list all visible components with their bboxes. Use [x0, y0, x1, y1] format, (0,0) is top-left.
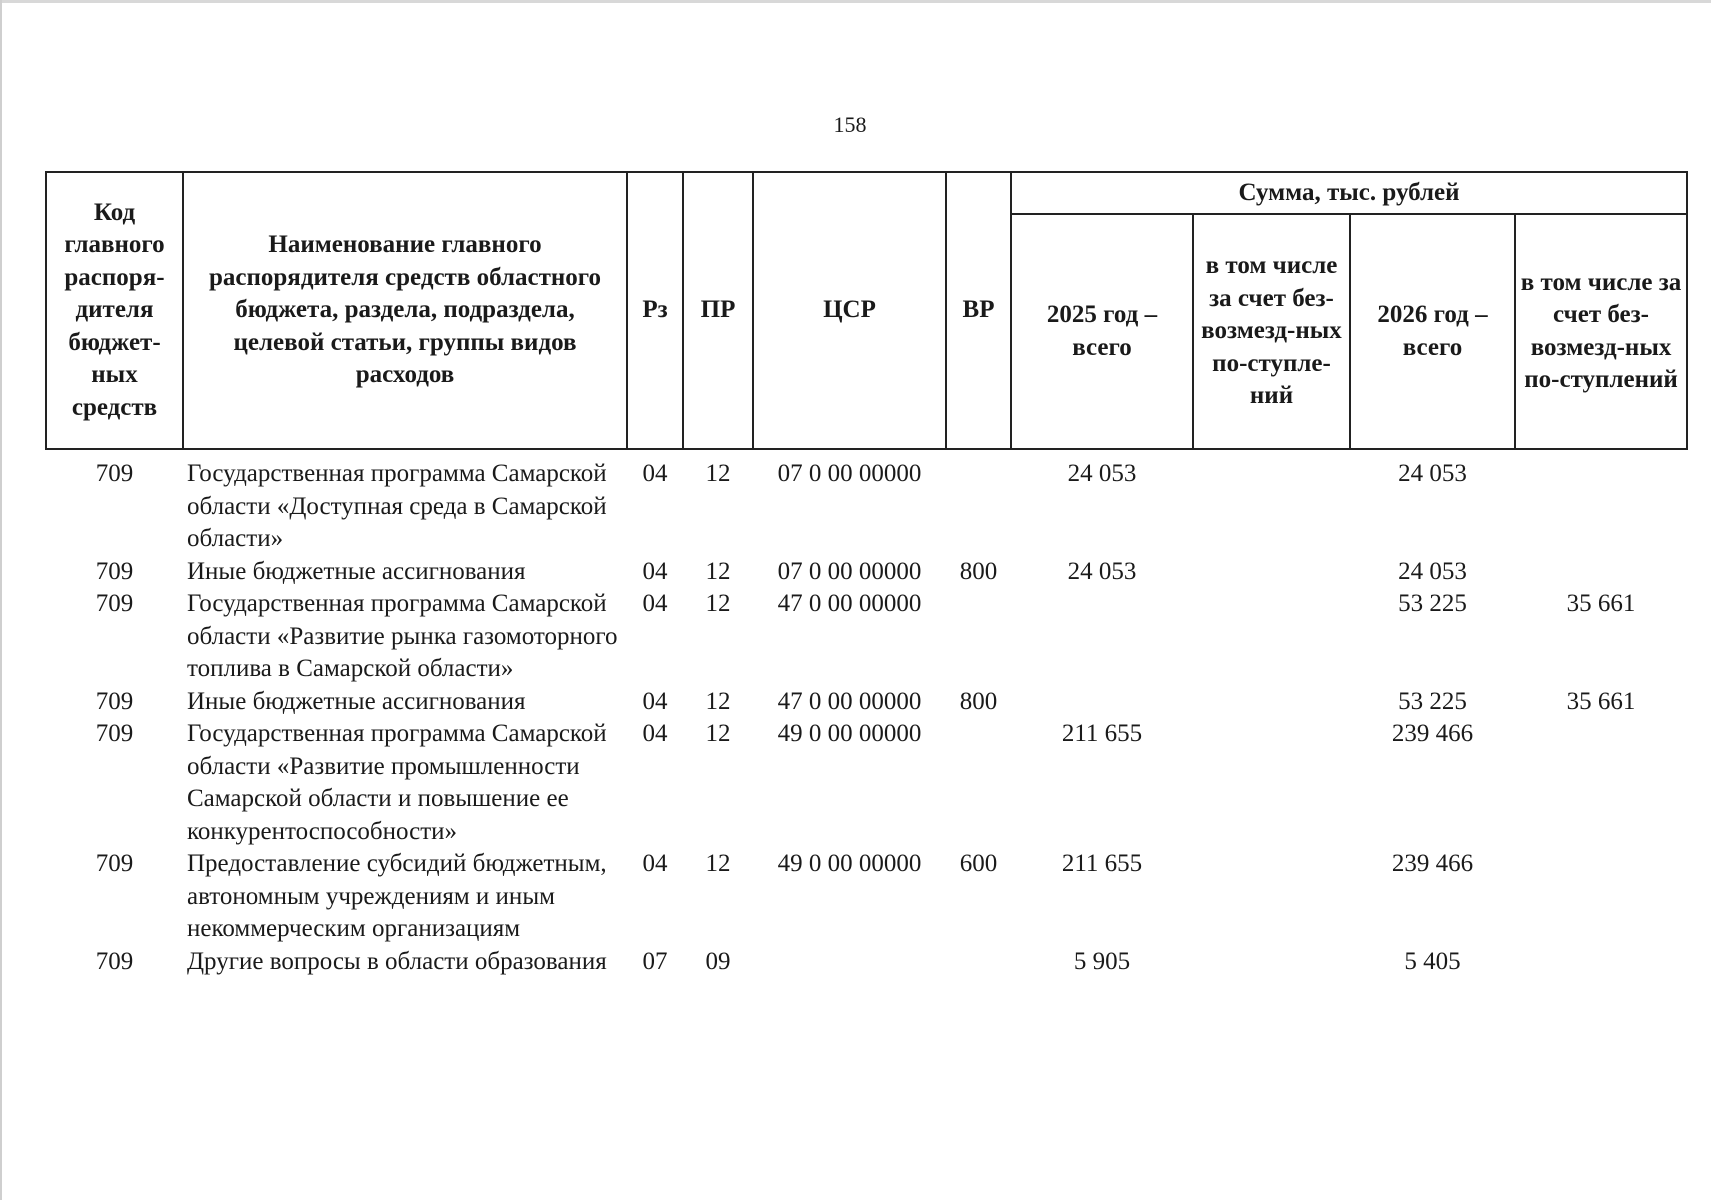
page-edge [0, 0, 2, 1200]
header-2025-grants: в том числе за счет без-возмезд-ных по-ступле-ний [1193, 214, 1350, 449]
cell-pr: 12 [705, 460, 731, 487]
cell-vr [946, 946, 1011, 979]
cell-2025-grants [1193, 686, 1350, 719]
cell-2026-grants [1515, 718, 1687, 848]
cell-code: 709 [95, 947, 134, 975]
page-edge [0, 0, 1711, 3]
cell-2026-total: 53 225 [1398, 590, 1467, 617]
cell-2025-grants [1193, 556, 1350, 589]
cell-pr: 12 [705, 687, 731, 715]
cell-2026-total: 5 405 [1404, 947, 1461, 975]
cell-vr: 800 [959, 687, 998, 715]
cell-pr: 12 [705, 720, 731, 747]
cell-2026-grants [1515, 946, 1687, 979]
cell-2025-total: 24 053 [1067, 460, 1137, 487]
cell-name: Иные бюджетные ассигнования [187, 687, 526, 715]
page-number: 158 [833, 112, 867, 137]
table-row [46, 458, 1687, 556]
header-pr: ПР [683, 172, 753, 449]
budget-table [45, 171, 1688, 978]
cell-pr: 12 [705, 590, 731, 617]
cell-2026-grants [1515, 556, 1687, 589]
cell-pr: 09 [705, 947, 731, 975]
cell-2026-total: 24 053 [1398, 460, 1467, 487]
cell-2025-grants [1193, 718, 1350, 848]
cell-2025-grants [1193, 458, 1350, 556]
cell-rz: 04 [642, 720, 668, 747]
cell-csr: 07 0 00 00000 [777, 557, 922, 585]
cell-vr: 800 [959, 557, 998, 585]
cell-2026-total: 53 225 [1398, 687, 1467, 715]
cell-2025-total: 211 655 [1061, 720, 1143, 747]
header-vr: ВР [946, 172, 1011, 449]
cell-2025-total: 24 053 [1067, 557, 1137, 585]
cell-2025-grants [1193, 588, 1350, 686]
table-row [46, 556, 1687, 589]
header-2025-total: 2025 год – всего [1011, 214, 1193, 449]
cell-2026-grants [1515, 458, 1687, 556]
cell-2026-grants: 35 661 [1566, 590, 1636, 617]
cell-name: Государственная программа Самарской области «Развитие рынка газомоторного топлива в Самарской области» [187, 590, 618, 682]
table-row [46, 686, 1687, 719]
cell-csr [753, 946, 946, 979]
cell-vr [946, 718, 1011, 848]
cell-2026-total: 239 466 [1391, 850, 1474, 877]
cell-2025-grants [1193, 848, 1350, 946]
cell-2025-total [1011, 686, 1193, 719]
cell-2026-grants [1515, 848, 1687, 946]
header-csr: ЦСР [753, 172, 946, 449]
cell-2026-grants: 35 661 [1566, 687, 1636, 715]
cell-csr: 47 0 00 00000 [777, 590, 922, 617]
table-row [46, 718, 1687, 848]
table-row [46, 588, 1687, 686]
cell-2025-total [1011, 588, 1193, 686]
cell-code: 709 [95, 687, 134, 715]
cell-code: 709 [95, 557, 134, 585]
cell-name: Другие вопросы в области образования [187, 947, 607, 975]
cell-pr: 12 [705, 850, 731, 877]
cell-2025-total: 211 655 [1061, 850, 1143, 877]
cell-rz: 04 [642, 460, 668, 487]
cell-csr: 47 0 00 00000 [777, 687, 922, 715]
cell-vr [946, 588, 1011, 686]
cell-2025-grants [1193, 946, 1350, 979]
cell-csr: 49 0 00 00000 [777, 720, 922, 747]
cell-csr: 07 0 00 00000 [777, 460, 922, 487]
table-row [46, 946, 1687, 979]
table-row [46, 848, 1687, 946]
cell-code: 709 [95, 460, 134, 487]
cell-rz: 04 [642, 590, 668, 617]
cell-2025-total: 5 905 [1073, 947, 1131, 975]
header-name: Наименование главного распорядителя средств областного бюджета, раздела, подраздела, целевой статьи, группы видов расходов [183, 172, 627, 449]
cell-rz: 04 [642, 687, 668, 715]
header-2026-total: 2026 год – всего [1350, 214, 1515, 449]
cell-code: 709 [95, 720, 134, 747]
cell-code: 709 [95, 850, 134, 877]
cell-rz: 04 [642, 850, 668, 877]
cell-vr [946, 458, 1011, 556]
cell-name: Государственная программа Самарской области «Развитие промышленности Самарской области и повышение ее конкурентоспособности» [187, 720, 607, 845]
header-rz: Рз [627, 172, 683, 449]
cell-pr: 12 [705, 557, 731, 585]
cell-vr: 600 [959, 850, 998, 877]
cell-csr: 49 0 00 00000 [777, 850, 922, 877]
cell-name: Государственная программа Самарской области «Доступная среда в Самарской области» [187, 460, 607, 552]
header-code: Код главного распоря-дителя бюджет-ных средств [46, 172, 183, 449]
header-2026-grants: в том числе за счет без-возмезд-ных по-ступлений [1515, 214, 1687, 449]
cell-2026-total: 239 466 [1391, 720, 1474, 747]
cell-name: Иные бюджетные ассигнования [187, 557, 526, 585]
header-sum-group: Сумма, тыс. рублей [1011, 172, 1687, 214]
cell-name: Предоставление субсидий бюджетным, автономным учреждениям и иным некоммерческим организациям [187, 850, 607, 942]
cell-rz: 04 [642, 557, 668, 585]
cell-rz: 07 [642, 947, 668, 975]
cell-2026-total: 24 053 [1398, 557, 1467, 585]
cell-code: 709 [95, 590, 134, 617]
